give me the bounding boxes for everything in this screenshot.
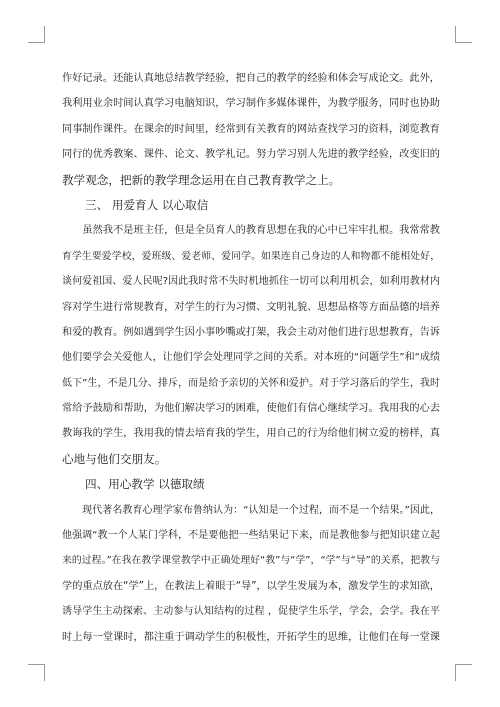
- text-line: 常给予鼓励和帮助，为他们解决学习的困难，使他们有信心继续学习。我用我的心去: [62, 403, 440, 415]
- text-line: 教诲我的学生，我用我的情去培育我的学生，用自己的行为给他们树立爱的榜样，真: [62, 428, 440, 440]
- text-line: 同行的优秀教案、课件、论文、教学札记。努力学习别人先进的教学经验，改变旧的: [62, 149, 440, 161]
- text-line: 他强调“教一个人某门学科，不是要他把一些结果记下来，而是教他参与把知识建立起: [62, 530, 440, 542]
- document-body: [62, 66, 440, 650]
- text-line: 和爱的教育。例如遇到学生因小事吵嘴或打架，我会主动对他们进行思想教育，告诉: [62, 326, 440, 338]
- section-heading: 四、用心教学 以德取绩: [85, 477, 205, 492]
- text-line: 时上每一堂课时，都注重于调动学生的积极性，开拓学生的思维，让他们在每一堂课: [62, 631, 440, 643]
- text-line: 作好记录。还能认真地总结教学经验，把自己的教学的经验和体会写成论文。此外，: [62, 73, 440, 84]
- text-line: 现代著名教育心理学家布鲁纳认为：“认知是一个过程，而不是一个结果。”因此，: [62, 504, 440, 516]
- text-line: 来的过程。”在我在教学课堂教学中正确处理好“教”与“学”，“学”与“导”的关系，把教与: [62, 555, 440, 567]
- text-line: 低下”生，不是几分、排斥，而是给予亲切的关怀和爱护。对于学习落后的学生，我时: [62, 377, 440, 389]
- text-line: 容对学生进行常规教育，对学生的行为习惯、文明礼貌、思想品格等方面品德的培养: [62, 301, 440, 313]
- text-line: 我利用业余时间认真学习电脑知识，学习制作多媒体课件，为教学服务，同时也协助: [62, 98, 440, 110]
- text-line: 他们要学会关爱他人，让他们学会处理同学之间的关系。对本班的“问题学生”和“成绩: [62, 352, 440, 364]
- section-heading: 三、 用爱育人 以心取信: [85, 197, 209, 212]
- text-line: 诱导学生主动探索、主动参与认知结构的过程 ，促使学生乐学，学会，会学。我在平: [62, 606, 440, 618]
- text-line: 虽然我不是班主任，但是全员育人的教育思想在我的心中已牢牢扎根。我常常教: [62, 225, 440, 237]
- text-line: 心地与他们交朋友。: [62, 451, 167, 466]
- text-line: 育学生要爱学校，爱班级、爱老师、爱同学。如果连自己身边的人和物都不能相处好，: [62, 250, 440, 262]
- text-line: 学的重点放在“学”上，在教法上着眼于“导”，以学生发展为本，激发学生的求知欲，: [62, 580, 440, 592]
- text-line: 教学观念，把新的教学理念运用在自己教育教学之上。: [62, 172, 341, 187]
- crop-mark-bottom-left: [28, 664, 45, 681]
- crop-mark-top-left: [28, 26, 45, 43]
- text-line: 同事制作课件。在课余的时间里，经常到有关教育的网站查找学习的资料，浏览教育: [62, 123, 440, 135]
- crop-mark-top-right: [455, 26, 472, 43]
- text-line: 谈何爱祖国、爱人民呢?因此我时常不失时机地抓住一切可以利用机会，如利用教材内: [62, 276, 440, 288]
- crop-mark-bottom-right: [455, 664, 472, 681]
